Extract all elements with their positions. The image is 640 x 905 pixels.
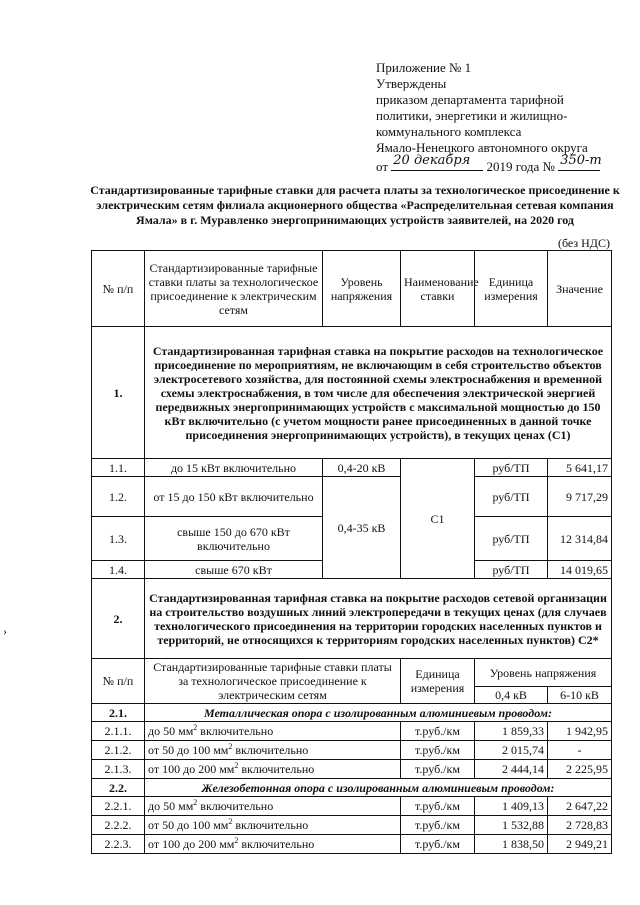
header-rates: Стандартизированные тарифные ставки платы за технологическое присоединение к электрическим сетям	[145, 659, 401, 704]
row-desc: от 15 до 150 кВт включительно	[145, 477, 323, 517]
row-value-6-10: 2 949,21	[548, 835, 612, 854]
table-row	[92, 722, 612, 741]
row-value-0-4: 2 444,14	[475, 760, 548, 779]
order-number-field	[558, 153, 602, 171]
header-voltage: Уровень напряжения	[323, 251, 401, 327]
header-unit: Единица измерения	[475, 251, 548, 327]
table-row	[92, 797, 612, 816]
row-value-0-4: 2 015,74	[475, 741, 548, 760]
table2-header-row	[92, 659, 612, 687]
row-desc: от 100 до 200 $мм^2$ включительно	[145, 835, 401, 854]
header-voltage-6-10: 6-10 кВ	[548, 687, 612, 704]
row-value-0-4: 1 409,13	[475, 797, 548, 816]
row-num: 2.2.1.	[92, 797, 145, 816]
vat-note: (без НДС)	[557, 236, 610, 250]
table-row	[92, 477, 612, 517]
table-row	[92, 816, 612, 835]
header-voltage-0-4: 0,4 кВ	[475, 687, 548, 704]
row-value-6-10: 2 728,83	[548, 816, 612, 835]
row-unit: т.руб./км	[401, 835, 475, 854]
row-unit: т.руб./км	[401, 797, 475, 816]
date-year: 2019 года №	[486, 159, 555, 174]
header-voltage: Уровень напряжения	[475, 659, 612, 687]
section-1-row	[92, 327, 612, 459]
row-desc: до 50 $мм^2$ включительно	[145, 797, 401, 816]
row-unit: т.руб./км	[401, 760, 475, 779]
document-title: Стандартизированные тарифные ставки для расчета платы за технологическое присоединение к электрическим сетям филиала акционерного общества «Распределительная сетевая компания Ямала» в г. Муравленко энергопринимающих устройств заявителей, на 2020 год	[90, 183, 620, 227]
table-row	[92, 760, 612, 779]
group-row	[92, 704, 612, 722]
approval-block	[376, 60, 626, 175]
table-row	[92, 835, 612, 854]
row-desc: до 50 $мм^2$ включительно	[145, 722, 401, 741]
rate-name-cell: С1	[401, 459, 475, 579]
group-num: 2.2.	[92, 779, 145, 797]
row-num: 2.1.2.	[92, 741, 145, 760]
row-num: 2.1.1.	[92, 722, 145, 741]
group-num: 2.1.	[92, 704, 145, 722]
table-row	[92, 459, 612, 477]
row-num: 1.2.	[92, 477, 145, 517]
approval-line: коммунального комплекса	[376, 124, 522, 139]
header-num: № п/п	[92, 659, 145, 704]
row-num: 2.2.3.	[92, 835, 145, 854]
row-voltage: 0,4-20 кВ	[323, 459, 401, 477]
row-value-6-10: -	[548, 741, 612, 760]
group-row	[92, 779, 612, 797]
date-prefix: от	[376, 159, 389, 174]
handwritten-order-number: 350-т	[560, 153, 602, 168]
row-num: 1.3.	[92, 517, 145, 561]
row-unit: т.руб./км	[401, 816, 475, 835]
row-unit: руб/ТП	[475, 459, 548, 477]
voltage-merged-cell: 0,4-35 кВ	[323, 477, 401, 579]
row-num: 1.1.	[92, 459, 145, 477]
row-desc: от 50 до 100 $мм^2$ включительно	[145, 741, 401, 760]
header-value: Значение	[548, 251, 612, 327]
appendix-line: Приложение № 1	[376, 60, 472, 75]
row-num: 2.2.2.	[92, 816, 145, 835]
group-title: Железобетонная опора с изолированным алюминиевым проводом:	[145, 779, 612, 797]
row-unit: т.руб./км	[401, 722, 475, 741]
row-desc: от 50 до 100 $мм^2$ включительно	[145, 816, 401, 835]
handwritten-date: 20 декабря	[393, 153, 471, 168]
header-num: № п/п	[92, 251, 145, 327]
row-unit: руб/ТП	[475, 561, 548, 579]
row-unit: руб/ТП	[475, 517, 548, 561]
section-text: Стандартизированная тарифная ставка на покрытие расходов сетевой организации на строительство воздушных линий электропередачи в текущих ценах (для случаев технологического присоединения на территории городских населенных пунктов и территорий, не относящихся к территориям городских населенных пунктов) С2*	[145, 579, 612, 659]
row-num: 1.4.	[92, 561, 145, 579]
date-field	[391, 153, 483, 171]
row-desc: до 15 кВт включительно	[145, 459, 323, 477]
header-rates: Стандартизированные тарифные ставки платы за технологическое присоединение к электрическим сетям	[145, 251, 323, 327]
header-unit: Единица измерения	[401, 659, 475, 704]
approval-line: Утверждены	[376, 76, 447, 91]
row-num: 2.1.3.	[92, 760, 145, 779]
section-num: 2.	[92, 579, 145, 659]
row-value-6-10: 1 942,95	[548, 722, 612, 741]
row-value: 12 314,84	[548, 517, 612, 561]
row-value-6-10: 2 225,95	[548, 760, 612, 779]
row-value-6-10: 2 647,22	[548, 797, 612, 816]
section-2-row	[92, 579, 612, 659]
tariff-table	[91, 250, 612, 854]
row-value-0-4: 1 859,33	[475, 722, 548, 741]
row-value-0-4: 1 532,88	[475, 816, 548, 835]
row-unit: руб/ТП	[475, 477, 548, 517]
approval-line: Ямало-Ненецкого автономного округа	[376, 140, 588, 155]
margin-mark: ›	[3, 624, 7, 638]
row-value: 9 717,29	[548, 477, 612, 517]
approval-line: политики, энергетики и жилищно-	[376, 108, 568, 123]
group-title: Металлическая опора с изолированным алюминиевым проводом:	[145, 704, 612, 722]
order-date-line	[376, 153, 626, 175]
row-unit: т.руб./км	[401, 741, 475, 760]
section-text: Стандартизированная тарифная ставка на покрытие расходов на технологическое присоединение по мероприятиям, не включающим в себя строительство объектов электросетевого хозяйства, для постоянной схемы электроснабжения и временной схемы электроснабжения, в том числе для обеспечения электрической энергией передвижных энергопринимающих устройств с максимальной мощностью до 150 кВт включительно (с учетом мощности ранее присоединенных в данной точке присоединения энергопринимающих устройств), в текущих ценах (С1)	[145, 327, 612, 459]
row-desc: свыше 670 кВт	[145, 561, 323, 579]
row-desc: свыше 150 до 670 кВт включительно	[145, 517, 323, 561]
table-row	[92, 741, 612, 760]
row-value-0-4: 1 838,50	[475, 835, 548, 854]
approval-line: приказом департамента тарифной	[376, 92, 564, 107]
section-num: 1.	[92, 327, 145, 459]
table1-header-row	[92, 251, 612, 327]
row-value: 5 641,17	[548, 459, 612, 477]
row-value: 14 019,65	[548, 561, 612, 579]
row-desc: от 100 до 200 $мм^2$ включительно	[145, 760, 401, 779]
header-rate-name: Наименование ставки	[401, 251, 475, 327]
